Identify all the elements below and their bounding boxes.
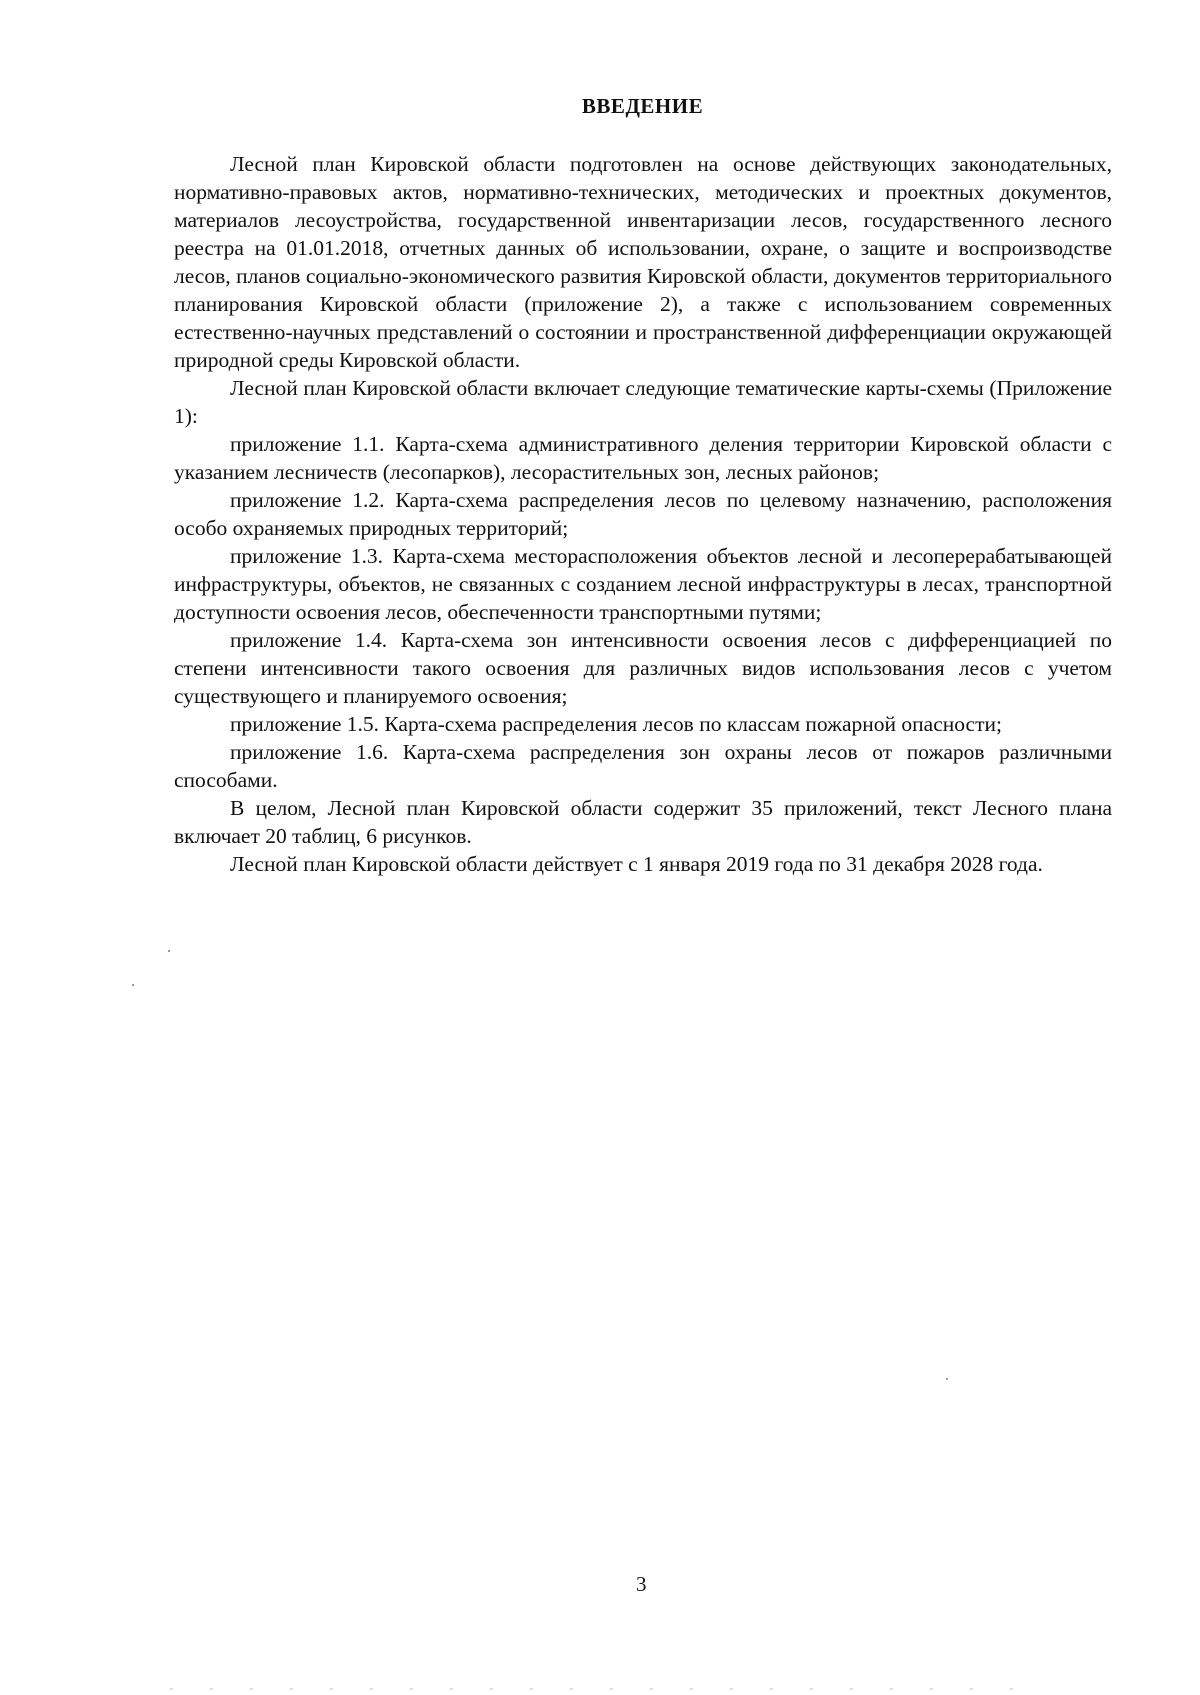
paragraph-appendix-1-5: приложение 1.5. Карта-схема распределения лесов по классам пожарной опасности; <box>230 712 1002 736</box>
paragraph-appendix-1-6: приложение 1.6. Карта-схема распределения зон охраны лесов от пожаров различными способами. <box>174 740 1112 792</box>
paragraph-intro: Лесной план Кировской области подготовлен на основе действующих законодательных, нормативно-правовых актов, нормативно-технических, методических и проектных документов, материалов лесоустройства, государственной инвентаризации лесов, государственного лесного реестра на 01.01.2018, отчетных данных об использовании, охране, о защите и воспроизводстве лесов, планов социально-экономического развития Кировской области, документов территориального планирования Кировской области (приложение 2), а также с использованием современных естественно-научных представлений о состоянии и пространственной дифференциации окружающей природной среды Кировской области. <box>174 152 1112 372</box>
body-text <box>174 150 1112 878</box>
paragraph-maps-list: Лесной план Кировской области включает следующие тематические карты-схемы (Приложение 1): <box>174 376 1112 428</box>
page-number: 3 <box>636 1572 647 1596</box>
paragraph-appendix-1-3: приложение 1.3. Карта-схема месторасположения объектов лесной и лесоперерабатывающей инфраструктуры, объектов, не связанных с созданием лесной инфраструктуры в лесах, транспортной доступности освоения лесов, обеспеченности транспортными путями; <box>174 544 1112 624</box>
paragraph-validity: Лесной план Кировской области действует с 1 января 2019 года по 31 декабря 2028 года. <box>230 852 1043 876</box>
scan-edge-noise <box>170 1688 1050 1690</box>
paragraph-appendix-1-4: приложение 1.4. Карта-схема зон интенсивности освоения лесов с дифференциацией по степени интенсивности такого освоения для различных видов использования лесов с учетом существующего и планируемого освоения; <box>174 628 1112 708</box>
scan-speck <box>946 1378 948 1380</box>
paragraph-appendix-1-1: приложение 1.1. Карта-схема административного деления территории Кировской области с указанием лесничеств (лесопарков), лесорастительных зон, лесных районов; <box>174 432 1112 484</box>
paragraph-appendix-1-2: приложение 1.2. Карта-схема распределения лесов по целевому назначению, расположения особо охраняемых природных территорий; <box>174 488 1112 540</box>
scan-speck <box>132 984 134 986</box>
scan-speck <box>168 950 170 952</box>
page-title: ВВЕДЕНИЕ <box>581 94 704 118</box>
paragraph-summary: В целом, Лесной план Кировской области содержит 35 приложений, текст Лесного плана включает 20 таблиц, 6 рисунков. <box>174 796 1112 848</box>
